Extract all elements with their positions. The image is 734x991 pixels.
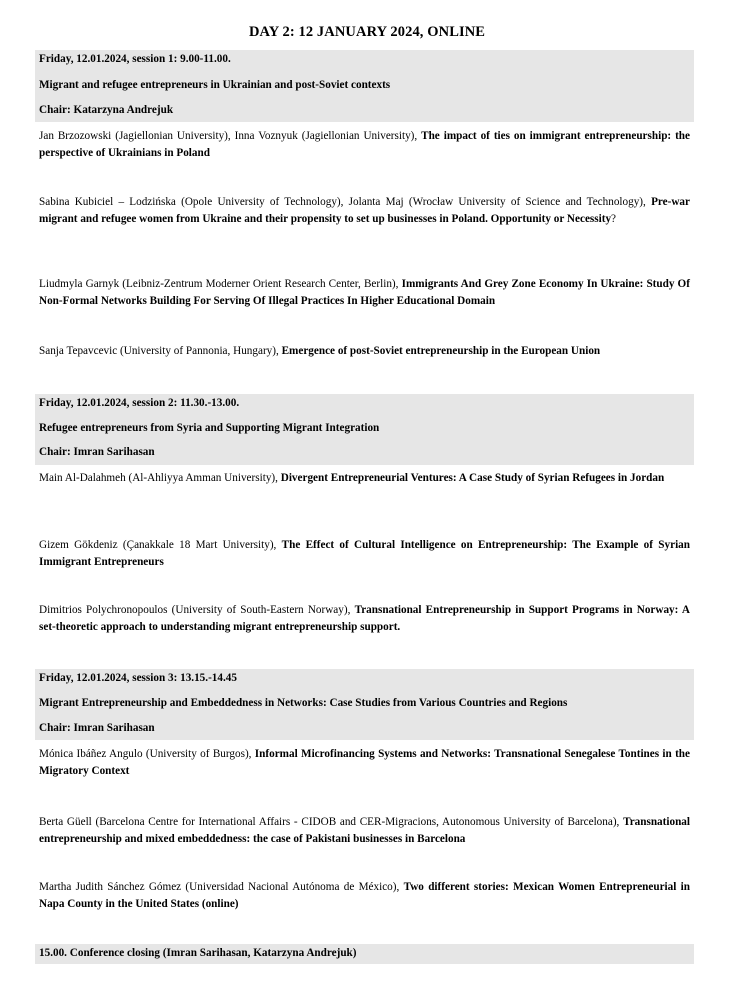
session-3-title: Migrant Entrepreneurship and Embeddedness in Networks: Case Studies from Various Countries and Regions [39, 697, 568, 709]
session-1-title: Migrant and refugee entrepreneurs in Ukrainian and post-Soviet contexts [39, 79, 391, 91]
talk-title: The impact of ties on immigrant entrepreneurship: the perspective of Ukrainians in Poland [39, 130, 690, 159]
talk-authors: Mónica Ibáñez Angulo (University of Burgos), [39, 748, 255, 760]
talk-title: Transnational Entrepreneurship in Support Programs in Norway: A set-theoretic approach to understanding migrant entrepreneurship support. [39, 604, 691, 633]
talk-title: Pre-war migrant and refugee women from Ukraine and their propensity to set up businesses in Poland. Opportunity or Necessity [39, 196, 690, 225]
talk-title: Transnational entrepreneurship and mixed embeddedness: the case of Pakistani businesses in Barcelona [39, 816, 690, 845]
session-1-time: Friday, 12.01.2024, session 1: 9.00-11.00. [39, 53, 231, 65]
talk-3-1 [39, 746, 690, 779]
talk-authors: Jan Brzozowski (Jagiellonian University), Inna Voznyuk (Jagiellonian University), [39, 130, 422, 142]
talk-authors: Gizem Gökdeniz (Çanakkale 18 Mart University), [39, 539, 282, 551]
talk-authors: Sabina Kubiciel – Lodzińska (Opole University of Technology), Jolanta Maj (Wrocław University of Science and Technology), [39, 196, 652, 208]
session-1-chair: Chair: Katarzyna Andrejuk [39, 104, 174, 116]
talk-1-1 [39, 128, 690, 161]
session-3-chair: Chair: Imran Sarihasan [39, 722, 155, 734]
page-title: DAY 2: 12 JANUARY 2024, ONLINE [248, 24, 486, 40]
talk-1-3 [39, 276, 690, 309]
talk-authors: Dimitrios Polychronopoulos (University of South-Eastern Norway), [39, 604, 355, 616]
talk-authors: Sanja Tepavcevic (University of Pannonia, Hungary), [39, 345, 282, 357]
closing-line: 15.00. Conference closing (Imran Sarihasan, Katarzyna Andrejuk) [39, 947, 357, 959]
talk-title: Informal Microfinancing Systems and Networks: Transnational Senegalese Tontines in the Migratory Context [39, 748, 690, 777]
talk-2-2 [39, 537, 690, 570]
talk-title: Emergence of post-Soviet entrepreneurship in the European Union [281, 345, 601, 357]
session-2-title: Refugee entrepreneurs from Syria and Supporting Migrant Integration [39, 422, 380, 434]
talk-authors: Martha Judith Sánchez Gómez (Universidad Nacional Autónoma de México), [39, 881, 404, 893]
talk-authors: Liudmyla Garnyk (Leibniz-Zentrum Moderner Orient Research Center, Berlin), [39, 278, 402, 290]
session-2-time: Friday, 12.01.2024, session 2: 11.30.-13.00. [39, 397, 240, 409]
talk-1-4 [39, 343, 690, 360]
talk-title: The Effect of Cultural Intelligence on Entrepreneurship: The Example of Syrian Immigrant Entrepreneurs [39, 539, 690, 568]
talk-title: Divergent Entrepreneurial Ventures: A Case Study of Syrian Refugees in Jordan [280, 472, 665, 484]
talk-title: Two different stories: Mexican Women Entrepreneurial in Napa County in the United States (online) [39, 881, 690, 910]
talk-authors: Main Al-Dalahmeh (Al-Ahliyya Amman University), [39, 472, 281, 484]
talk-2-3 [39, 602, 690, 635]
talk-3-2 [39, 814, 690, 847]
session-2-chair: Chair: Imran Sarihasan [39, 446, 155, 458]
talk-1-2: Sabina Kubiciel – Lodzińska (Opole University of Technology), Jolanta Maj (Wrocław University of Science and Technology), Pre-war migrant and refugee women from Ukraine and their propensity to set up businesses in Poland. Opportunity or Necessity? [39, 196, 690, 225]
session-3-time: Friday, 12.01.2024, session 3: 13.15.-14.45 [39, 672, 237, 684]
talk-2-1 [39, 470, 690, 487]
talk-authors: Berta Güell (Barcelona Centre for International Affairs - CIDOB and CER-Migracions, Autonomous University of Barcelona), [39, 816, 624, 828]
talk-3-3 [39, 879, 690, 912]
talk-title: Immigrants And Grey Zone Economy In Ukraine: Study Of Non-Formal Networks Building For Serving Of Illegal Practices In Higher Educational Domain [39, 278, 690, 307]
